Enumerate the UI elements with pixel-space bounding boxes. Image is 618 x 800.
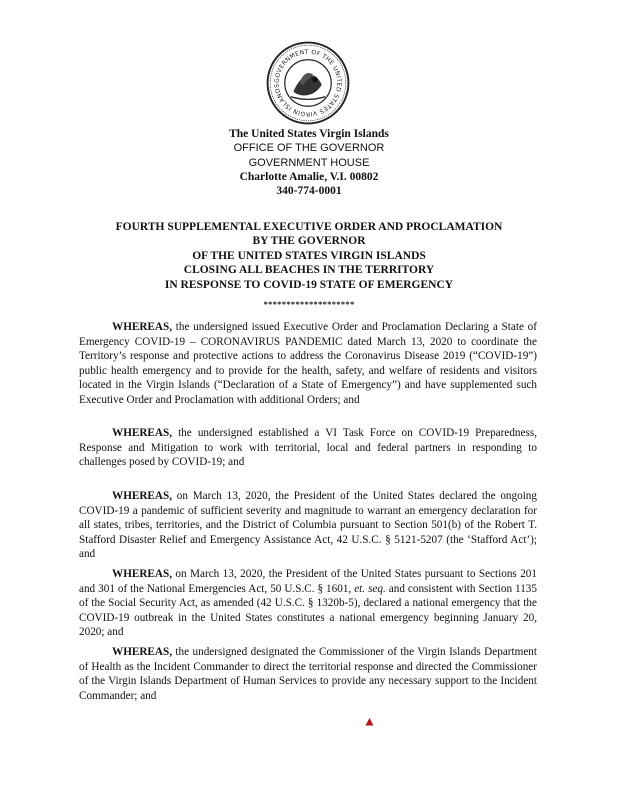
paragraph-italic: et. seq. xyxy=(354,582,386,595)
whereas-paragraph-5 xyxy=(79,645,537,703)
whereas-paragraph-1 xyxy=(79,320,537,408)
seal-ring-text: GOVERNMENT OF THE UNITED STATES VIRGIN ISLANDS xyxy=(273,48,343,118)
whereas-lead: WHEREAS, xyxy=(112,427,172,439)
title-line-4: CLOSING ALL BEACHES IN THE TERRITORY xyxy=(183,264,435,277)
letterhead-house: GOVERNMENT HOUSE xyxy=(248,156,370,169)
whereas-paragraph-4 xyxy=(79,567,537,640)
whereas-paragraph-3 xyxy=(79,489,537,562)
ink-mark-icon xyxy=(365,718,374,726)
stars-divider: ******************** xyxy=(263,299,355,309)
title-line-2: BY THE GOVERNOR xyxy=(252,235,366,248)
paragraph-body: the undersigned issued Executive Order and Proclamation Declaring a State of Emergency COVID-19 – CORONAVIRUS PANDEMIC dated March 13, 2020 to coordinate the Territory’s response and protective actions to address the Coronavirus Disease 2019 (“COVID-19”) public health emergency and to provide for the health, safety, and welfare of residents and visitors located in the Virgin Islands (“Declaration of a State of Emergency”) and have supplemented such Executive Order and Proclamation with additional Orders; and xyxy=(79,321,537,406)
title-line-1: FOURTH SUPPLEMENTAL EXECUTIVE ORDER AND PROCLAMATION xyxy=(115,221,503,233)
paragraph-body: on March 13, 2020, the President of the United States declared the ongoing COVID-19 a pandemic of sufficient severity and magnitude to warrant an emergency declaration for all states, tribes, territories, and the District of Columbia pursuant to Section 501(b) of the Robert T. Stafford Disaster Relief and Emergency Assistance Act, 42 U.S.C. § 5121-5207 (the ‘Stafford Act’); and xyxy=(79,490,537,561)
whereas-lead: WHEREAS, xyxy=(112,646,172,658)
paragraph-body: the undersigned established a VI Task Force on COVID-19 Preparedness, Response and Mitigation to work with territorial, local and federal partners in responding to challenges posed by COVID-19; and xyxy=(79,427,537,469)
letterhead-phone: 340-774-0001 xyxy=(276,185,342,197)
letterhead xyxy=(0,127,618,198)
title-line-5: IN RESPONSE TO COVID-19 STATE OF EMERGENCY xyxy=(164,278,454,291)
letterhead-office: OFFICE OF THE GOVERNOR xyxy=(233,142,385,154)
whereas-lead: WHEREAS, xyxy=(112,321,172,333)
territorial-seal-icon xyxy=(265,40,351,126)
whereas-paragraph-2 xyxy=(79,426,537,470)
paragraph-body: and consistent with Section 1135 of the Social Security Act, as amended (42 U.S.C. § 1320b-5), declared a national emergency that the COVID-19 outbreak in the United States constitutes a national emergency beginning January 20, 2020; and xyxy=(79,582,537,639)
letterhead-territory: The United States Virgin Islands xyxy=(229,128,389,140)
title-line-3: OF THE UNITED STATES VIRGIN ISLANDS xyxy=(192,249,426,262)
letterhead-city: Charlotte Amalie, V.I. 00802 xyxy=(239,171,379,183)
whereas-lead: WHEREAS, xyxy=(112,568,172,580)
paragraph-body: on March 13, 2020, the President of the United States pursuant to Sections 201 and 301 of the National Emergencies Act, 50 U.S.C. § 1601, xyxy=(79,568,537,595)
paragraph-body: the undersigned designated the Commissioner of the Virgin Islands Department of Health as the Incident Commander to direct the territorial response and directed the Commissioner of the Virgin Islands Department of Human Services to provide any necessary support to the Incident Commander; and xyxy=(79,646,537,702)
document-title xyxy=(0,220,618,292)
whereas-lead: WHEREAS, xyxy=(112,490,172,502)
